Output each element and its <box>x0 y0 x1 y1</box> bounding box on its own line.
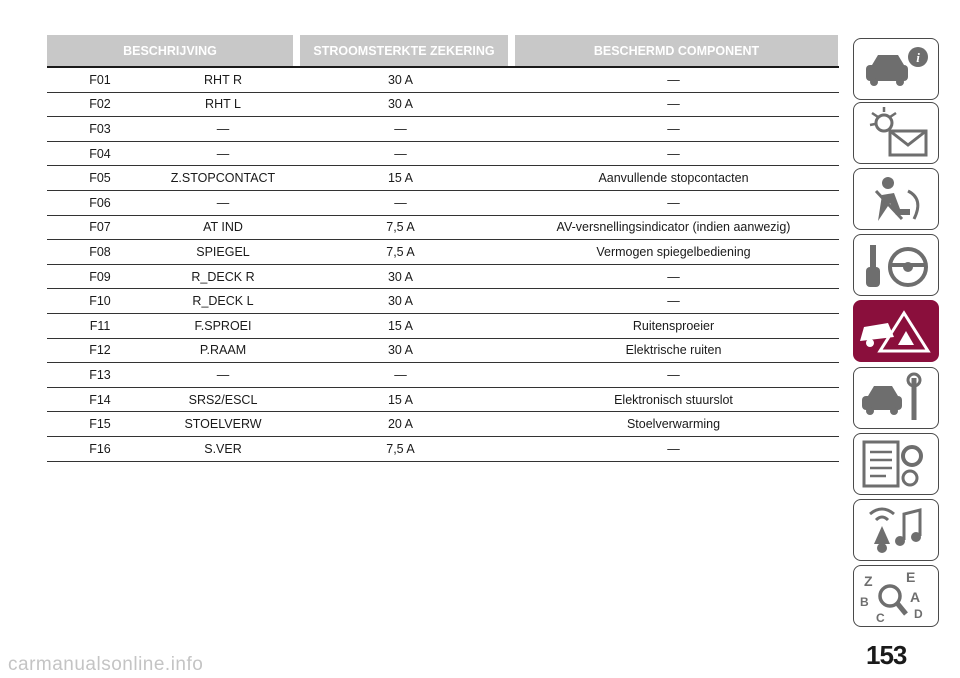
protected-component: — <box>667 441 680 456</box>
fuse-rating: 7,5 A <box>386 441 415 456</box>
fuse-id: F14 <box>89 392 111 407</box>
table-row <box>47 166 839 191</box>
fuse-name: — <box>216 367 230 382</box>
car-wrench-icon <box>854 368 938 428</box>
fuse-name: — <box>216 195 230 210</box>
table-row <box>47 265 839 290</box>
fuse-id: F15 <box>89 417 111 432</box>
protected-component: — <box>667 294 680 309</box>
watermark: carmanualsonline.info <box>8 654 204 675</box>
svg-text:i: i <box>916 50 920 65</box>
fuse-rating: 30 A <box>387 294 414 309</box>
alphabet-search-icon <box>854 566 938 626</box>
chapter-tab-7[interactable] <box>853 433 939 495</box>
fuse-rating: 30 A <box>387 97 414 112</box>
header-description: BESCHRIJVING <box>47 35 293 66</box>
table-row <box>47 314 839 339</box>
fuse-rating: 15 A <box>387 171 414 186</box>
table-row <box>47 191 839 216</box>
fuse-rating: — <box>394 121 407 136</box>
key-steering-wheel-icon <box>854 235 938 295</box>
table-row <box>47 363 839 388</box>
fuse-name: RHT R <box>204 72 242 87</box>
protected-component: — <box>667 146 680 161</box>
chapter-tab-5[interactable] <box>853 300 939 362</box>
fuse-name: SRS2/ESCL <box>188 392 258 407</box>
fuse-rating: 30 A <box>387 269 414 284</box>
fuse-name: RHT L <box>205 97 241 112</box>
protected-component: AV-versnellingsindicator (indien aanwezig) <box>556 220 791 235</box>
protected-component: Stoelverwarming <box>626 417 721 432</box>
fuse-rating: 7,5 A <box>386 244 415 259</box>
table-row <box>47 216 839 241</box>
fuse-name: STOELVERW <box>184 417 262 432</box>
chapter-tab-8[interactable] <box>853 499 939 561</box>
table-row <box>47 93 839 118</box>
fuse-name: P.RAAM <box>199 343 247 358</box>
protected-component: — <box>667 97 680 112</box>
fuse-rating: 15 A <box>387 392 414 407</box>
fuse-rating: 7,5 A <box>386 220 415 235</box>
fuse-rating: — <box>394 146 407 161</box>
svg-text:E: E <box>906 569 916 585</box>
table-row <box>47 388 839 413</box>
fuse-name: S.VER <box>204 441 242 456</box>
fuse-id: F13 <box>89 367 111 382</box>
svg-text:Z: Z <box>864 573 873 589</box>
header-protected-component: BESCHERMD COMPONENT <box>515 35 838 66</box>
fuse-table <box>47 35 839 462</box>
fuse-id: F07 <box>89 220 111 235</box>
fuse-id: F05 <box>89 171 111 186</box>
chapter-tab-9[interactable] <box>853 565 939 627</box>
protected-component: — <box>667 367 680 382</box>
protected-component: — <box>667 72 680 87</box>
chapter-tab-3[interactable] <box>853 168 939 230</box>
page-number: 153 <box>866 640 907 670</box>
fuse-id: F06 <box>89 195 111 210</box>
fuse-id: F10 <box>89 294 111 309</box>
radio-music-icon <box>854 500 938 560</box>
car-info-icon <box>854 39 938 99</box>
fuse-rating: — <box>394 367 407 382</box>
fuse-id: F12 <box>89 343 111 358</box>
svg-text:C: C <box>876 611 885 625</box>
chapter-tab-1[interactable] <box>853 38 939 100</box>
table-row <box>47 117 839 142</box>
fuse-name: SPIEGEL <box>196 244 250 259</box>
fuse-name: R_DECK R <box>191 269 255 284</box>
warning-lights-envelope-icon <box>854 103 938 163</box>
protected-component: — <box>667 121 680 136</box>
fuse-rating: 15 A <box>387 318 414 333</box>
svg-text:D: D <box>914 607 923 621</box>
fuse-name: AT IND <box>203 220 243 235</box>
chapter-tab-4[interactable] <box>853 234 939 296</box>
fuse-name: F.SPROEI <box>194 318 252 333</box>
fuse-name: R_DECK L <box>192 294 254 309</box>
protected-component: Elektronisch stuurslot <box>614 392 733 407</box>
protected-component: — <box>667 195 680 210</box>
fuse-rating: 20 A <box>387 417 414 432</box>
fuse-name: — <box>216 146 230 161</box>
table-body <box>47 68 839 462</box>
fuse-id: F01 <box>89 72 111 87</box>
fuse-name: Z.STOPCONTACT <box>170 171 276 186</box>
protected-component: Ruitensproeier <box>632 318 715 333</box>
fuse-id: F03 <box>89 121 111 136</box>
fuse-id: F09 <box>89 269 111 284</box>
chapter-tab-2[interactable] <box>853 102 939 164</box>
table-row <box>47 240 839 265</box>
svg-text:A: A <box>910 589 921 605</box>
fuse-rating: — <box>394 195 407 210</box>
fuse-rating: 30 A <box>387 343 414 358</box>
table-row <box>47 289 839 314</box>
table-row <box>47 339 839 364</box>
svg-text:B: B <box>860 595 869 609</box>
protected-component: Elektrische ruiten <box>625 343 722 358</box>
protected-component: — <box>667 269 680 284</box>
header-fuse-rating: STROOMSTERKTE ZEKERING <box>300 35 508 66</box>
fuse-name: — <box>216 121 230 136</box>
protected-component: Aanvullende stopcontacten <box>598 171 749 186</box>
table-row <box>47 437 839 462</box>
table-row <box>47 412 839 437</box>
chapter-tab-6[interactable] <box>853 367 939 429</box>
fuse-id: F16 <box>89 441 111 456</box>
table-row <box>47 68 839 93</box>
protected-component: Vermogen spiegelbediening <box>596 244 751 259</box>
fuse-id: F04 <box>89 146 111 161</box>
fuse-id: F08 <box>89 244 111 259</box>
seatbelt-airbag-icon <box>854 169 938 229</box>
table-header <box>47 35 839 66</box>
fuse-id: F11 <box>89 318 111 333</box>
car-crash-warning-icon <box>854 301 938 361</box>
table-row <box>47 142 839 167</box>
fuse-rating: 30 A <box>387 72 414 87</box>
checklist-gears-icon <box>854 434 938 494</box>
fuse-id: F02 <box>89 97 111 112</box>
